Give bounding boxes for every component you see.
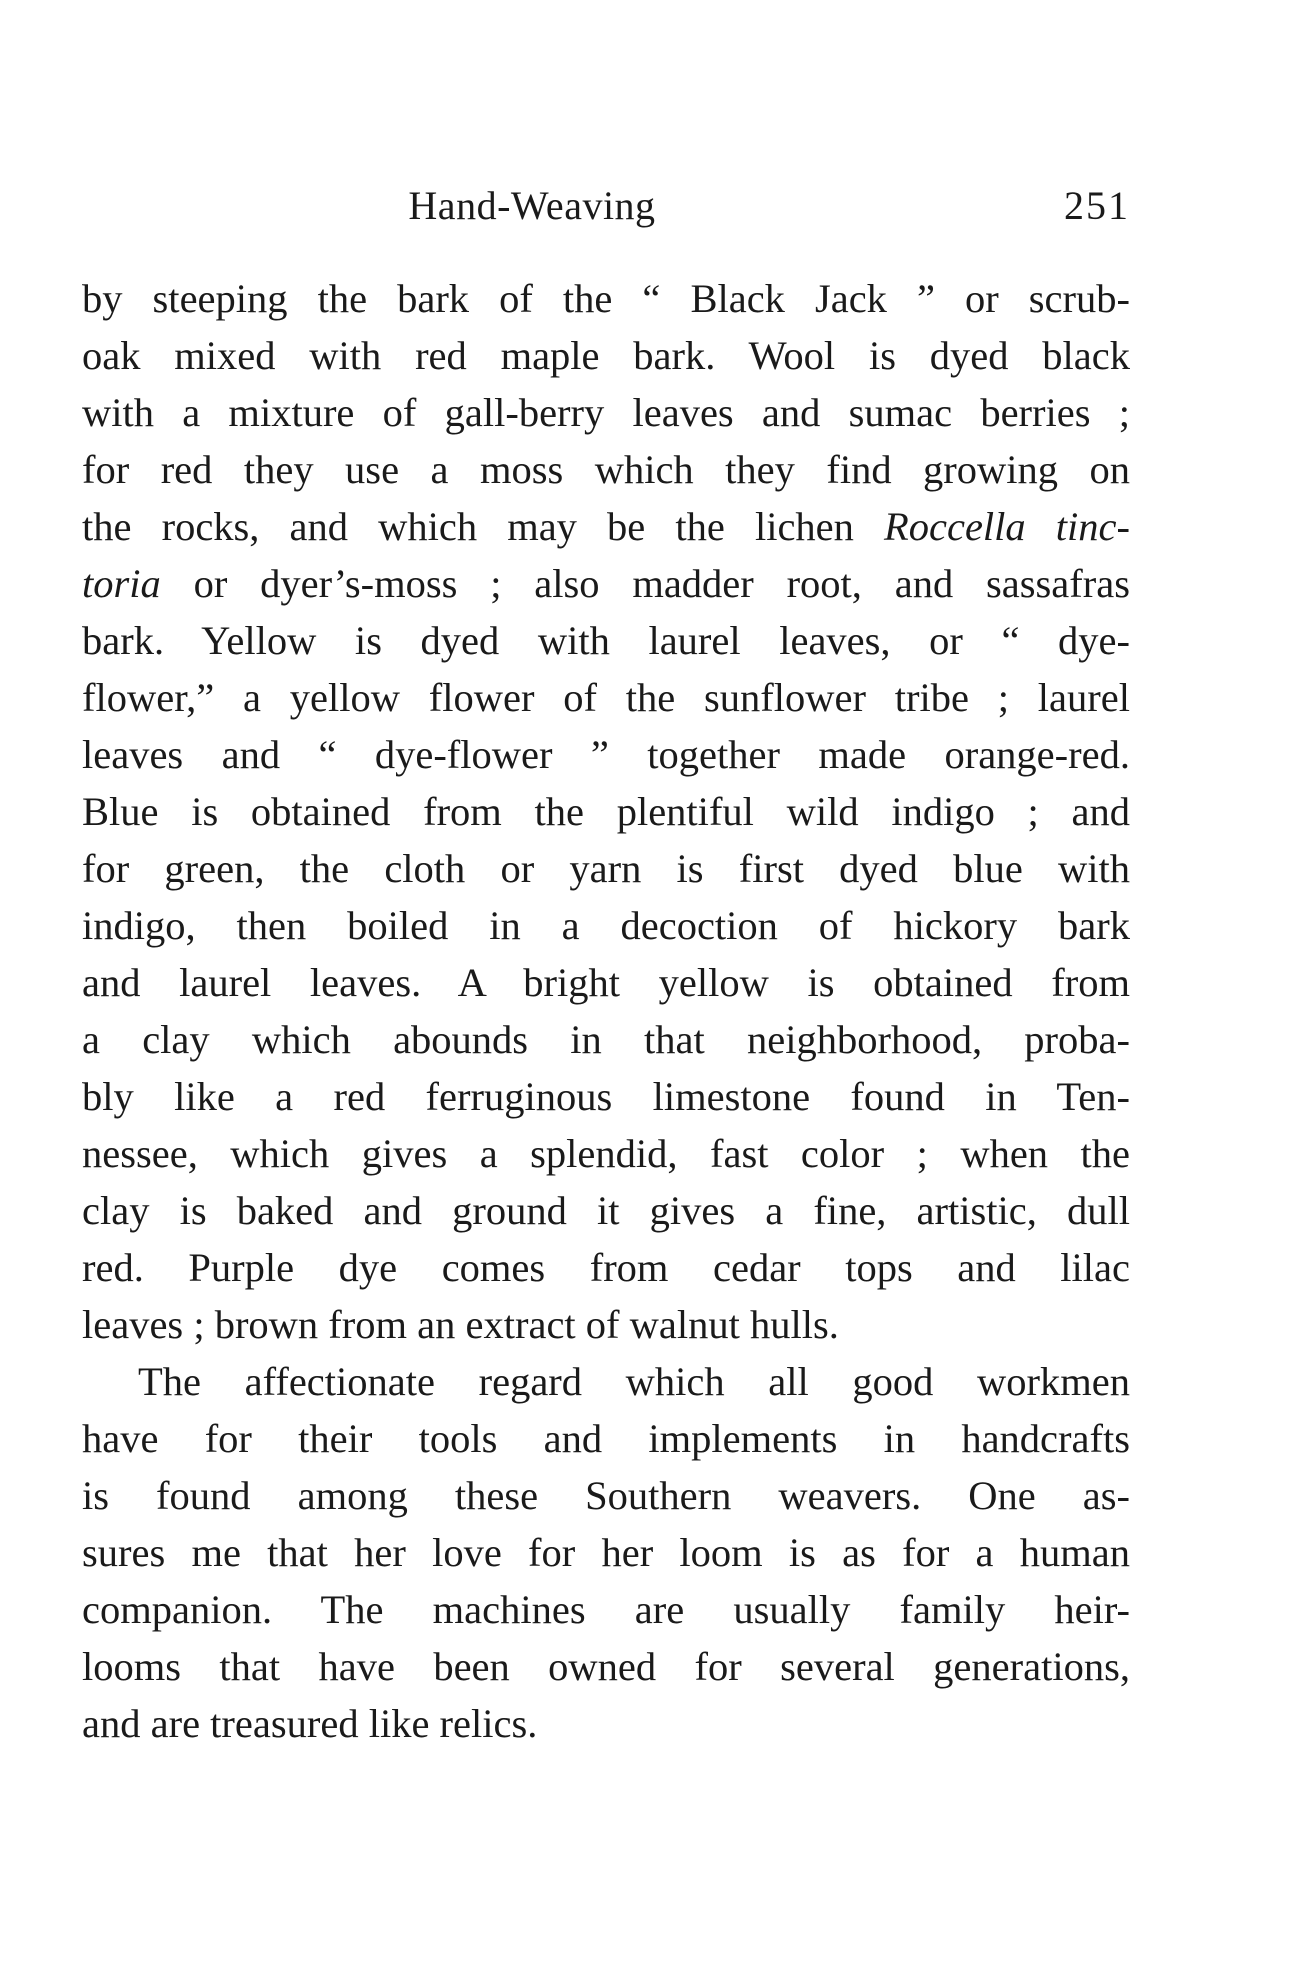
text-line xyxy=(82,1011,1130,1068)
text-line xyxy=(82,1182,1130,1239)
body-text xyxy=(82,270,1130,1752)
running-head xyxy=(82,176,1130,236)
text-segment: The affectionate regard which all good workmen xyxy=(138,1359,1130,1404)
text-line xyxy=(82,954,1130,1011)
text-line xyxy=(82,1068,1130,1125)
text-segment: Blue is obtained from the plentiful wild indigo ; and xyxy=(82,789,1130,834)
italic-text: toria xyxy=(82,561,161,606)
text-segment: leaves ; brown from an extract of walnut hulls. xyxy=(82,1302,839,1347)
text-segment: nessee, which gives a splendid, fast color ; when the xyxy=(82,1131,1130,1176)
text-segment: companion. The machines are usually family heir- xyxy=(82,1587,1130,1632)
text-segment: bly like a red ferruginous limestone found in Ten- xyxy=(82,1074,1130,1119)
text-line xyxy=(82,555,1130,612)
text-segment: flower,” a yellow flower of the sunflower tribe ; laurel xyxy=(82,675,1130,720)
text-line xyxy=(82,1125,1130,1182)
text-segment: by steeping the bark of the “ Black Jack ” or scrub- xyxy=(82,276,1130,321)
text-segment: and laurel leaves. A bright yellow is obtained from xyxy=(82,960,1130,1005)
text-segment: with a mixture of gall-berry leaves and sumac berries ; xyxy=(82,390,1130,435)
text-segment: for red they use a moss which they find growing on xyxy=(82,447,1130,492)
text-segment: bark. Yellow is dyed with laurel leaves, or “ dye- xyxy=(82,618,1130,663)
text-line xyxy=(82,384,1130,441)
text-segment: looms that have been owned for several generations, xyxy=(82,1644,1130,1689)
text-line xyxy=(82,1524,1130,1581)
text-segment: leaves and “ dye-flower ” together made orange-red. xyxy=(82,732,1130,777)
text-line xyxy=(82,1239,1130,1296)
italic-text: Roccella tinc- xyxy=(884,504,1130,549)
text-line xyxy=(82,1581,1130,1638)
text-line xyxy=(82,1695,1130,1752)
text-segment: and are treasured like relics. xyxy=(82,1701,538,1746)
text-line xyxy=(82,1296,1130,1353)
text-line xyxy=(82,270,1130,327)
text-line xyxy=(82,783,1130,840)
text-segment: indigo, then boiled in a decoction of hickory bark xyxy=(82,903,1130,948)
text-line xyxy=(82,840,1130,897)
page-number: 251 xyxy=(1064,183,1130,228)
text-segment: is found among these Southern weavers. One as- xyxy=(82,1473,1130,1518)
text-segment: oak mixed with red maple bark. Wool is dyed black xyxy=(82,333,1130,378)
text-line xyxy=(82,327,1130,384)
text-line xyxy=(82,1410,1130,1467)
text-segment: or dyer’s-moss ; also madder root, and sassafras xyxy=(160,561,1130,606)
text-line xyxy=(82,441,1130,498)
text-line xyxy=(82,669,1130,726)
text-segment: red. Purple dye comes from cedar tops and lilac xyxy=(82,1245,1130,1290)
paragraph-2 xyxy=(82,1353,1130,1752)
text-line xyxy=(82,1638,1130,1695)
text-segment: a clay which abounds in that neighborhood, proba- xyxy=(82,1017,1130,1062)
text-line xyxy=(82,1353,1130,1410)
paragraph-1 xyxy=(82,270,1130,1353)
text-line xyxy=(82,1467,1130,1524)
text-line xyxy=(82,612,1130,669)
text-line xyxy=(82,897,1130,954)
text-segment: sures me that her love for her loom is as for a human xyxy=(82,1530,1130,1575)
text-segment: have for their tools and implements in handcrafts xyxy=(82,1416,1130,1461)
text-line xyxy=(82,498,1130,555)
running-title: Hand-Weaving xyxy=(408,183,656,228)
text-line xyxy=(82,726,1130,783)
text-segment: clay is baked and ground it gives a fine, artistic, dull xyxy=(82,1188,1130,1233)
text-segment: the rocks, and which may be the lichen xyxy=(82,504,884,549)
text-segment: for green, the cloth or yarn is first dyed blue with xyxy=(82,846,1130,891)
